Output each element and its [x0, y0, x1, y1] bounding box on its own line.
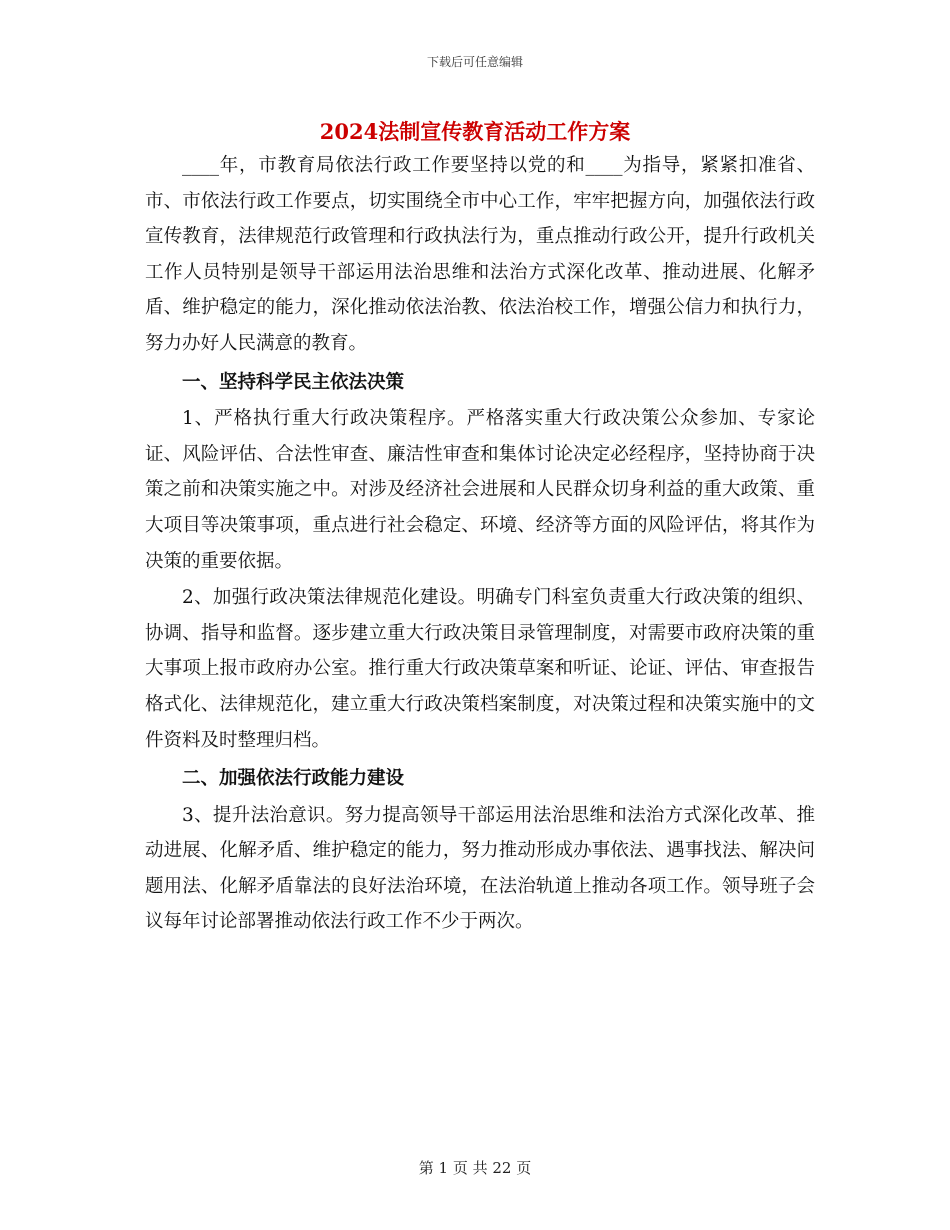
page-header-note: 下载后可任意编辑: [426, 55, 523, 69]
paragraph-item-1: 1、严格执行重大行政决策程序。严格落实重大行政决策公众参加、专家论证、风险评估、合法性审查、廉洁性审查和集体讨论决定必经程序，坚持协商于决策之前和决策实施之中。对涉及经济社会进展和人民群众切身利益的重大政策、重大项目等决策事项，重点进行社会稳定、环境、经济等方面的风险评估，将其作为决策的重要依据。: [145, 408, 815, 572]
intro-paragraph: ____年，市教育局依法行政工作要坚持以党的和____为指导，紧紧扣准省、市、市依法行政工作要点，切实围绕全市中心工作，牢牢把握方向，加强依法行政宣传教育，法律规范行政管理和行政执法行为，重点推动行政公开，提升行政机关工作人员特别是领导干部运用法治思维和法治方式深化改革、推动进展、化解矛盾、维护稳定的能力，深化推动依法治教、依法治校工作，增强公信力和执行力，努力办好人民满意的教育。: [145, 155, 815, 354]
document-body: [145, 148, 815, 940]
paragraph-item-2: 2、加强行政决策法律规范化建设。明确专门科室负责重大行政决策的组织、协调、指导和监督。逐步建立重大行政决策目录管理制度，对需要市政府决策的重大事项上报市政府办公室。推行重大行政决策草案和听证、论证、评估、审查报告格式化、法律规范化，建立重大行政决策档案制度，对决策过程和决策实施中的文件资料及时整理归档。: [145, 587, 815, 751]
section-heading-1: 一、坚持科学民主依法决策: [182, 371, 405, 393]
page-number-footer: 第 1 页 共 22 页: [418, 1159, 532, 1177]
paragraph-item-3: 3、提升法治意识。努力提高领导干部运用法治思维和法治方式深化改革、推动进展、化解矛盾、维护稳定的能力，努力推动形成办事依法、遇事找法、解决问题用法、化解矛盾靠法的良好法治环境，在法治轨道上推动各项工作。领导班子会议每年讨论部署推动依法行政工作不少于两次。: [145, 804, 815, 933]
document-title: 2024法制宣传教育活动工作方案: [319, 119, 631, 144]
section-heading-2: 二、加强依法行政能力建设: [182, 768, 405, 790]
